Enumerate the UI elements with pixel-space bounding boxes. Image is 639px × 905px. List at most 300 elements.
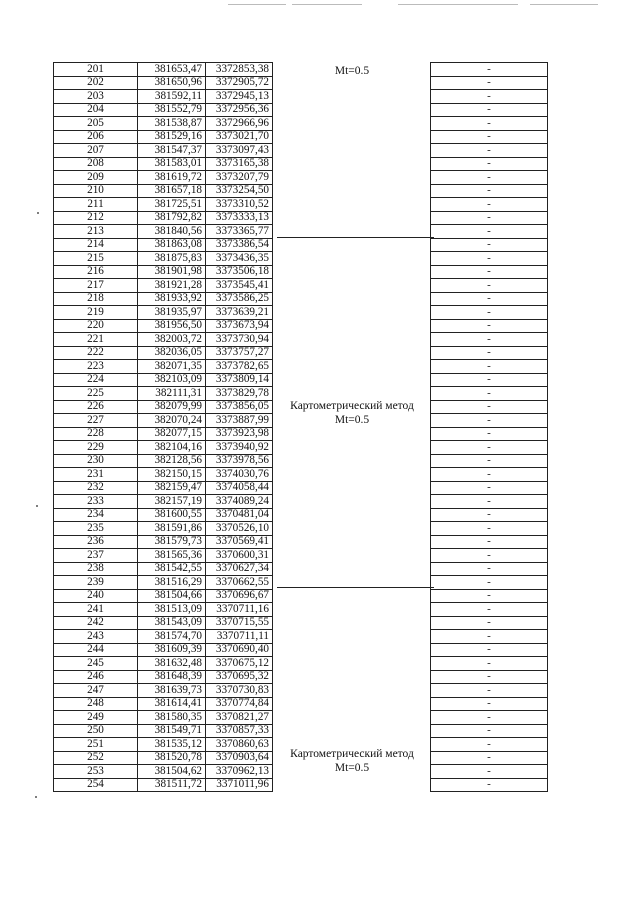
table-row [54,333,273,347]
point-number-cell: 243 [54,630,138,644]
x-coordinate-cell: 381863,08 [138,238,206,252]
y-coordinate-cell: 3373730,94 [206,333,273,347]
table-row [54,90,273,104]
accuracy-cell: - [431,724,548,738]
x-coordinate-cell: 381592,11 [138,90,206,104]
y-coordinate-cell: 3370711,16 [206,603,273,617]
point-number-cell: 242 [54,616,138,630]
point-number-cell: 209 [54,171,138,185]
y-coordinate-cell: 3374089,24 [206,495,273,509]
y-coordinate-cell: 3374030,76 [206,468,273,482]
accuracy-cell: - [431,63,548,77]
point-number-cell: 230 [54,454,138,468]
table-row [431,211,548,225]
point-number-cell: 208 [54,157,138,171]
table-row [431,562,548,576]
point-number-cell: 201 [54,63,138,77]
table-row [431,697,548,711]
x-coordinate-cell: 381565,36 [138,549,206,563]
point-number-cell: 253 [54,765,138,779]
accuracy-cell: - [431,103,548,117]
table-row [431,76,548,90]
accuracy-cell: - [431,414,548,428]
table-row [431,306,548,320]
accuracy-cell: - [431,562,548,576]
point-number-cell: 205 [54,117,138,131]
point-number-cell: 220 [54,319,138,333]
y-coordinate-cell: 3370481,04 [206,508,273,522]
table-row [431,198,548,212]
x-coordinate-cell: 381901,98 [138,265,206,279]
x-coordinate-cell: 381840,56 [138,225,206,239]
y-coordinate-cell: 3373923,98 [206,427,273,441]
y-coordinate-cell: 3373639,21 [206,306,273,320]
table-row [54,495,273,509]
x-coordinate-cell: 381583,01 [138,157,206,171]
table-row [54,549,273,563]
x-coordinate-cell: 381543,09 [138,616,206,630]
table-row [431,549,548,563]
y-coordinate-cell: 3373673,94 [206,319,273,333]
table-row [54,225,273,239]
x-coordinate-cell: 382070,24 [138,414,206,428]
table-row [54,522,273,536]
y-coordinate-cell: 3373254,50 [206,184,273,198]
table-row [431,724,548,738]
y-coordinate-cell: 3370962,13 [206,765,273,779]
point-number-cell: 232 [54,481,138,495]
point-number-cell: 204 [54,103,138,117]
table-row [54,238,273,252]
y-coordinate-cell: 3374058,44 [206,481,273,495]
table-row [54,63,273,77]
table-row [54,454,273,468]
y-coordinate-cell: 3373887,99 [206,414,273,428]
x-coordinate-cell: 381935,97 [138,306,206,320]
y-coordinate-cell: 3370860,63 [206,738,273,752]
table-row [431,279,548,293]
y-coordinate-cell: 3370774,84 [206,697,273,711]
accuracy-cell: - [431,211,548,225]
group-label [283,399,421,427]
table-row [431,63,548,77]
point-number-cell: 248 [54,697,138,711]
y-coordinate-cell: 3373757,27 [206,346,273,360]
table-row [54,117,273,131]
accuracy-cell: - [431,198,548,212]
y-coordinate-cell: 3371011,96 [206,778,273,792]
y-coordinate-cell: 3373365,77 [206,225,273,239]
table-row [54,157,273,171]
table-row [431,252,548,266]
table-row [431,265,548,279]
table-row [431,630,548,644]
point-number-cell: 216 [54,265,138,279]
table-row [431,333,548,347]
y-coordinate-cell: 3370569,41 [206,535,273,549]
x-coordinate-cell: 381579,73 [138,535,206,549]
y-coordinate-cell: 3370730,83 [206,684,273,698]
y-coordinate-cell: 3370903,64 [206,751,273,765]
y-coordinate-cell: 3373207,79 [206,171,273,185]
table-row [54,468,273,482]
point-number-cell: 224 [54,373,138,387]
accuracy-cell: - [431,535,548,549]
x-coordinate-cell: 381580,35 [138,711,206,725]
accuracy-cell: - [431,184,548,198]
table-row [54,603,273,617]
y-coordinate-cell: 3373386,54 [206,238,273,252]
table-row [54,144,273,158]
x-coordinate-cell: 381875,83 [138,252,206,266]
y-coordinate-cell: 3370857,33 [206,724,273,738]
point-number-cell: 241 [54,603,138,617]
accuracy-cell: - [431,265,548,279]
point-number-cell: 246 [54,670,138,684]
scan-artifact-line [398,4,518,5]
table-row [431,157,548,171]
table-row [54,279,273,293]
accuracy-cell: - [431,589,548,603]
x-coordinate-cell: 382103,09 [138,373,206,387]
point-number-cell: 228 [54,427,138,441]
table-row [431,292,548,306]
group-label-line: Mt=0.5 [334,65,370,77]
accuracy-cell: - [431,346,548,360]
accuracy-cell: - [431,427,548,441]
table-row [431,387,548,401]
y-coordinate-cell: 3370600,31 [206,549,273,563]
accuracy-cell: - [431,90,548,104]
accuracy-cell: - [431,279,548,293]
point-number-cell: 219 [54,306,138,320]
table-row [431,481,548,495]
y-coordinate-cell: 3370695,32 [206,670,273,684]
table-row [54,184,273,198]
table-row [54,171,273,185]
x-coordinate-cell: 381511,72 [138,778,206,792]
table-row [54,508,273,522]
accuracy-table [430,62,548,792]
accuracy-cell: - [431,778,548,792]
x-coordinate-cell: 381792,82 [138,211,206,225]
x-coordinate-cell: 381542,55 [138,562,206,576]
table-row [54,684,273,698]
point-number-cell: 207 [54,144,138,158]
point-number-cell: 244 [54,643,138,657]
point-number-cell: 254 [54,778,138,792]
table-row [54,576,273,590]
table-row [431,711,548,725]
table-row [54,670,273,684]
table-row [431,508,548,522]
table-row [431,400,548,414]
y-coordinate-cell: 3370696,67 [206,589,273,603]
table-row [54,265,273,279]
point-number-cell: 247 [54,684,138,698]
table-row [54,252,273,266]
table-row [431,657,548,671]
table-row [54,643,273,657]
x-coordinate-cell: 381650,96 [138,76,206,90]
y-coordinate-cell: 3373545,41 [206,279,273,293]
x-coordinate-cell: 381619,72 [138,171,206,185]
x-coordinate-cell: 382159,47 [138,481,206,495]
y-coordinate-cell: 3373333,13 [206,211,273,225]
x-coordinate-cell: 382079,99 [138,400,206,414]
y-coordinate-cell: 3373978,56 [206,454,273,468]
table-row [54,751,273,765]
point-number-cell: 211 [54,198,138,212]
table-row [431,427,548,441]
point-number-cell: 229 [54,441,138,455]
x-coordinate-cell: 381956,50 [138,319,206,333]
table-row [431,643,548,657]
y-coordinate-cell: 3370821,27 [206,711,273,725]
point-number-cell: 213 [54,225,138,239]
table-row [54,400,273,414]
x-coordinate-cell: 381520,78 [138,751,206,765]
table-row [54,427,273,441]
coordinates-table [53,62,273,792]
accuracy-cell: - [431,549,548,563]
x-coordinate-cell: 381600,55 [138,508,206,522]
x-coordinate-cell: 381725,51 [138,198,206,212]
y-coordinate-cell: 3373436,35 [206,252,273,266]
y-coordinate-cell: 3370627,34 [206,562,273,576]
x-coordinate-cell: 381529,16 [138,130,206,144]
x-coordinate-cell: 381549,71 [138,724,206,738]
point-number-cell: 252 [54,751,138,765]
group-label-line: Mt=0.5 [334,762,370,774]
point-number-cell: 222 [54,346,138,360]
x-coordinate-cell: 382104,16 [138,441,206,455]
table-row [54,711,273,725]
point-number-cell: 235 [54,522,138,536]
x-coordinate-cell: 382003,72 [138,333,206,347]
point-number-cell: 210 [54,184,138,198]
table-row [431,225,548,239]
accuracy-cell: - [431,252,548,266]
table-row [54,481,273,495]
accuracy-cell: - [431,76,548,90]
accuracy-cell: - [431,630,548,644]
point-number-cell: 226 [54,400,138,414]
table-row [54,103,273,117]
table-row [54,724,273,738]
y-coordinate-cell: 3373809,14 [206,373,273,387]
x-coordinate-cell: 381933,92 [138,292,206,306]
x-coordinate-cell: 381648,39 [138,670,206,684]
table-row [431,144,548,158]
y-coordinate-cell: 3373829,78 [206,387,273,401]
y-coordinate-cell: 3372945,13 [206,90,273,104]
group-label [283,747,421,775]
table-row [54,373,273,387]
y-coordinate-cell: 3373586,25 [206,292,273,306]
table-row [431,346,548,360]
table-row [431,765,548,779]
x-coordinate-cell: 381921,28 [138,279,206,293]
accuracy-cell: - [431,603,548,617]
table-row [54,765,273,779]
x-coordinate-cell: 382111,31 [138,387,206,401]
table-row [431,171,548,185]
table-row [54,319,273,333]
accuracy-cell: - [431,441,548,455]
table-row [431,670,548,684]
x-coordinate-cell: 382128,56 [138,454,206,468]
table-row [431,468,548,482]
table-row [431,414,548,428]
y-coordinate-cell: 3373021,70 [206,130,273,144]
x-coordinate-cell: 381547,37 [138,144,206,158]
x-coordinate-cell: 382150,15 [138,468,206,482]
table-row [54,657,273,671]
x-coordinate-cell: 382071,35 [138,360,206,374]
table-row [431,589,548,603]
accuracy-cell: - [431,292,548,306]
point-number-cell: 221 [54,333,138,347]
accuracy-cell: - [431,751,548,765]
scan-artifact-dot [37,212,39,214]
table-row [431,360,548,374]
accuracy-cell: - [431,454,548,468]
point-number-cell: 203 [54,90,138,104]
accuracy-cell: - [431,657,548,671]
point-number-cell: 223 [54,360,138,374]
table-row [54,535,273,549]
point-number-cell: 250 [54,724,138,738]
group-label-line: Mt=0.5 [334,414,370,426]
y-coordinate-cell: 3373506,18 [206,265,273,279]
group-label-line: Картометрический метод [290,400,414,412]
scan-artifact-line [292,4,362,5]
point-number-cell: 215 [54,252,138,266]
accuracy-cell: - [431,670,548,684]
accuracy-cell: - [431,319,548,333]
point-number-cell: 231 [54,468,138,482]
group-label-line: Картометрический метод [290,748,414,760]
table-row [54,292,273,306]
x-coordinate-cell: 381513,09 [138,603,206,617]
x-coordinate-cell: 381552,79 [138,103,206,117]
x-coordinate-cell: 381632,48 [138,657,206,671]
table-row [54,387,273,401]
table-row [54,76,273,90]
accuracy-cell: - [431,144,548,158]
y-coordinate-cell: 3370662,55 [206,576,273,590]
table-row [54,616,273,630]
y-coordinate-cell: 3370711,11 [206,630,273,644]
table-row [431,522,548,536]
accuracy-cell: - [431,157,548,171]
table-row [54,346,273,360]
table-row [431,576,548,590]
y-coordinate-cell: 3373782,65 [206,360,273,374]
table-row [431,238,548,252]
table-row [431,117,548,131]
group-separator-line [277,587,434,588]
accuracy-cell: - [431,522,548,536]
y-coordinate-cell: 3373165,38 [206,157,273,171]
y-coordinate-cell: 3372966,96 [206,117,273,131]
x-coordinate-cell: 382036,05 [138,346,206,360]
accuracy-cell: - [431,697,548,711]
table-row [54,360,273,374]
point-number-cell: 251 [54,738,138,752]
table-row [54,211,273,225]
accuracy-cell: - [431,576,548,590]
accuracy-cell: - [431,171,548,185]
table-row [431,319,548,333]
y-coordinate-cell: 3372853,38 [206,63,273,77]
accuracy-cell: - [431,373,548,387]
y-coordinate-cell: 3373940,92 [206,441,273,455]
x-coordinate-cell: 381653,47 [138,63,206,77]
x-coordinate-cell: 382157,19 [138,495,206,509]
point-number-cell: 227 [54,414,138,428]
x-coordinate-cell: 381516,29 [138,576,206,590]
point-number-cell: 225 [54,387,138,401]
accuracy-cell: - [431,711,548,725]
x-coordinate-cell: 381504,66 [138,589,206,603]
y-coordinate-cell: 3373310,52 [206,198,273,212]
accuracy-cell: - [431,117,548,131]
table-row [431,535,548,549]
point-number-cell: 236 [54,535,138,549]
accuracy-cell: - [431,306,548,320]
point-number-cell: 245 [54,657,138,671]
x-coordinate-cell: 381504,62 [138,765,206,779]
table-row [431,616,548,630]
point-number-cell: 240 [54,589,138,603]
y-coordinate-cell: 3372905,72 [206,76,273,90]
point-number-cell: 214 [54,238,138,252]
table-row [431,738,548,752]
point-number-cell: 202 [54,76,138,90]
y-coordinate-cell: 3373856,05 [206,400,273,414]
accuracy-cell: - [431,765,548,779]
table-row [431,778,548,792]
point-number-cell: 238 [54,562,138,576]
table-row [431,603,548,617]
y-coordinate-cell: 3370675,12 [206,657,273,671]
table-row [431,103,548,117]
y-coordinate-cell: 3370715,55 [206,616,273,630]
table-row [54,562,273,576]
x-coordinate-cell: 381639,73 [138,684,206,698]
table-row [431,441,548,455]
accuracy-cell: - [431,684,548,698]
y-coordinate-cell: 3370690,40 [206,643,273,657]
y-coordinate-cell: 3370526,10 [206,522,273,536]
accuracy-cell: - [431,333,548,347]
accuracy-cell: - [431,495,548,509]
x-coordinate-cell: 381535,12 [138,738,206,752]
y-coordinate-cell: 3373097,43 [206,144,273,158]
table-row [431,373,548,387]
table-row [431,130,548,144]
table-row [431,90,548,104]
table-row [431,184,548,198]
accuracy-cell: - [431,225,548,239]
accuracy-cell: - [431,616,548,630]
accuracy-cell: - [431,238,548,252]
point-number-cell: 239 [54,576,138,590]
x-coordinate-cell: 381538,87 [138,117,206,131]
point-number-cell: 249 [54,711,138,725]
